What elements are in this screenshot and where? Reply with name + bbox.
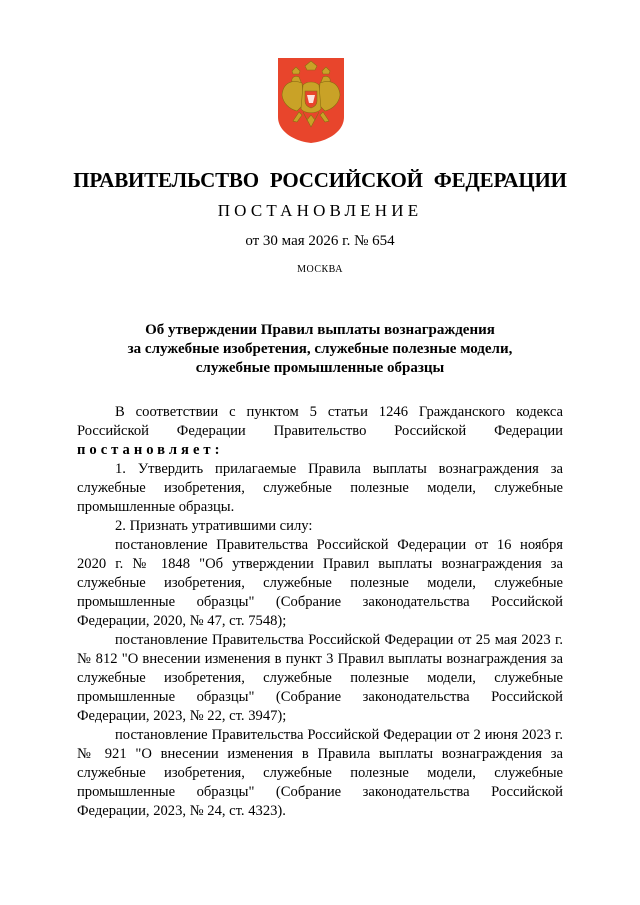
repealed-act-item: постановление Правительства Российской Федерации от 2 июня 2023 г. № 921 "О внесении изменения в Правила выплаты вознаграждения за служебные изобретения, служебные полезные модели, служебные промышленные образцы" (Собрание законодательства Российской Федерации, 2023, № 24, ст. 4323). bbox=[77, 727, 563, 819]
preamble-paragraph bbox=[77, 403, 563, 460]
document-date-number: от 30 мая 2026 г. № 654 bbox=[245, 233, 395, 249]
repealed-act-item: постановление Правительства Российской Федерации от 16 ноября 2020 г. № 1848 "Об утверждении Правил выплаты вознаграждения за служебные изобретения, служебные полезные модели, служебные промышленные образцы" (Собрание законодательства Российской Федерации, 2020, № 47, ст. 7548); bbox=[77, 537, 563, 629]
clause-2: 2. Признать утратившими силу: bbox=[115, 518, 313, 534]
title-line: служебные промышленные образцы bbox=[195, 360, 445, 376]
title-line: Об утверждении Правил выплаты вознаграждения bbox=[145, 322, 495, 338]
preamble-text: В соответствии с пунктом 5 статьи 1246 Гражданского кодекса Российской Федерации Правительство Российской Федерации bbox=[77, 404, 563, 439]
clause-1: 1. Утвердить прилагаемые Правила выплаты вознаграждения за служебные изобретения, служебные полезные модели, служебные промышленные образцы. bbox=[77, 461, 563, 515]
document-city: МОСКВА bbox=[297, 264, 343, 275]
title-line: за служебные изобретения, служебные полезные модели, bbox=[127, 341, 513, 357]
document-type: ПОСТАНОВЛЕНИЕ bbox=[217, 201, 423, 220]
coat-of-arms-emblem bbox=[277, 57, 345, 144]
document-title bbox=[60, 321, 580, 378]
double-headed-eagle-icon bbox=[277, 57, 345, 144]
document-body bbox=[77, 403, 563, 821]
government-heading: ПРАВИТЕЛЬСТВО РОССИЙСКОЙ ФЕДЕРАЦИИ bbox=[73, 168, 567, 192]
decrees-word: постановляет: bbox=[77, 442, 224, 458]
repealed-act-item: постановление Правительства Российской Федерации от 25 мая 2023 г. № 812 "О внесении изменения в пункт 3 Правил выплаты вознаграждения за служебные изобретения, служебные полезные модели, служебные промышленные образцы" (Собрание законодательства Российской Федерации, 2023, № 22, ст. 3947); bbox=[77, 632, 563, 724]
